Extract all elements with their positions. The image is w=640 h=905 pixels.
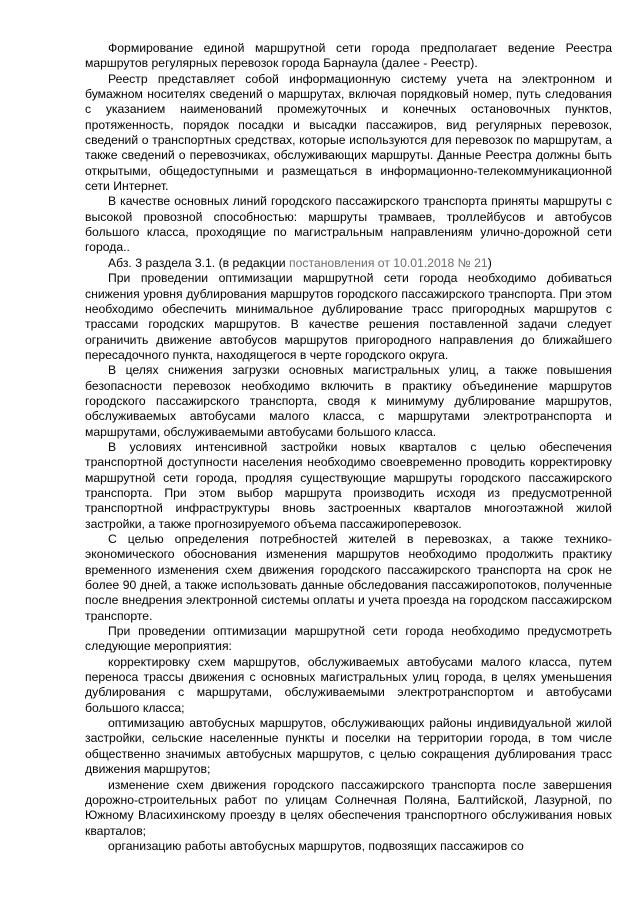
amendment-note-prefix: Абз. 3 раздела 3.1. (в редакции [108, 255, 289, 270]
document-page [85, 41, 612, 854]
paragraph-new-districts: В условиях интенсивной застройки новых кварталов с целью обеспечения транспортной доступности населения необходимо своевременно проводить корректировку маршрутной сети города, продляя существующие маршруты городского пассажирского транспорта. При этом выбор маршрута производить исходя из предусмотренной транспортной инфраструктуры вновь застроенных кварталов многоэтажной жилой застройки, а также прогнозируемого объема пассажироперевозок. [85, 439, 612, 531]
amendment-note-suffix: ) [487, 255, 492, 270]
paragraph-duplication: При проведении оптимизации маршрутной сети города необходимо добиваться снижения уровня дублирования маршрутов городского пассажирского транспорта. При этом необходимо обеспечить минимальное дублирование трасс пригородных маршрутов с трассами городских маршрутов. В качестве решения поставленной задачи следует ограничить движение автобусов маршрутов пригородного направления до ближайшего пересадочного пункта, находящегося в черте городского округа. [85, 271, 612, 362]
amendment-note-link[interactable]: постановления от 10.01.2018 № 21 [289, 255, 488, 270]
paragraph-temporary-changes: С целью определения потребностей жителей в перевозках, а также технико-экономического обоснования изменения маршрутов необходимо продолжить практику временного изменения схем движения городского пассажирского транспорта на срок не более 90 дней, а также использовать данные обследования пассажиропотоков, полученные после внедрения электронной системы оплаты и учета проезда на городском пассажирском транспорте. [85, 532, 612, 623]
paragraph-merging: В целях снижения загрузки основных магистральных улиц, а также повышения безопасности перевозок необходимо включить в практику объединение маршрутов городского пассажирского транспорта, сводя к минимуму дублирование маршрутов, обслуживаемых автобусами малого класса, с маршрутами электротранспорта и маршрутами, обслуживаемыми автобусами большого класса. [85, 363, 612, 439]
amendment-note [85, 256, 612, 271]
paragraph-registry-intro: Формирование единой маршрутной сети города предполагает ведение Реестра маршрутов регулярных перевозок города Барнаула (далее - Реестр). [85, 41, 612, 71]
list-item-measure-2: оптимизацию автобусных маршрутов, обслуживающих районы индивидуальной жилой застройки, сельские населенные пункты и поселки на территории города, в том числе общественно значимых автобусных маршрутов, с целью сокращения дублирования трасс движения маршрутов; [85, 716, 612, 777]
paragraph-registry-definition: Реестр представляет собой информационную систему учета на электронном и бумажном носителях сведений о маршрутах, включая порядковый номер, путь следования с указанием наименований промежуточных и конечных остановочных пунктов, протяженность, порядок посадки и высадки пассажиров, вид регулярных перевозок, сведений о транспортных средствах, которые используются для перевозок по маршрутам, а также сведений о перевозчиках, обслуживающих маршруты. Данные Реестра должны быть открытыми, общедоступными и размещаться в информационно-телекоммуникационной сети Интернет. [85, 71, 612, 194]
list-item-measure-4: организацию работы автобусных маршрутов, подвозящих пассажиров со [108, 838, 524, 853]
paragraph-measures-intro: При проведении оптимизации маршрутной сети города необходимо предусмотреть следующие мероприятия: [85, 624, 612, 654]
list-item-measure-3: изменение схем движения городского пассажирского транспорта после завершения дорожно-строительных работ по улицам Солнечная Поляна, Балтийской, Лазурной, по Южному Власихинскому проезду в целях обеспечения транспортного обслуживания новых кварталов; [85, 777, 612, 838]
list-item-measure-1: корректировку схем маршрутов, обслуживаемых автобусами малого класса, путем переноса трассы движения с основных магистральных улиц города, в целях уменьшения дублирования с маршрутами, обслуживаемыми электротранспортом и автобусами большого класса; [85, 654, 612, 715]
paragraph-main-lines: В качестве основных линий городского пассажирского транспорта приняты маршруты с высокой провозной способностью: маршруты трамваев, троллейбусов и автобусов большого класса, проходящие по магистральным направлениям улично-дорожной сети города.. [85, 194, 612, 255]
